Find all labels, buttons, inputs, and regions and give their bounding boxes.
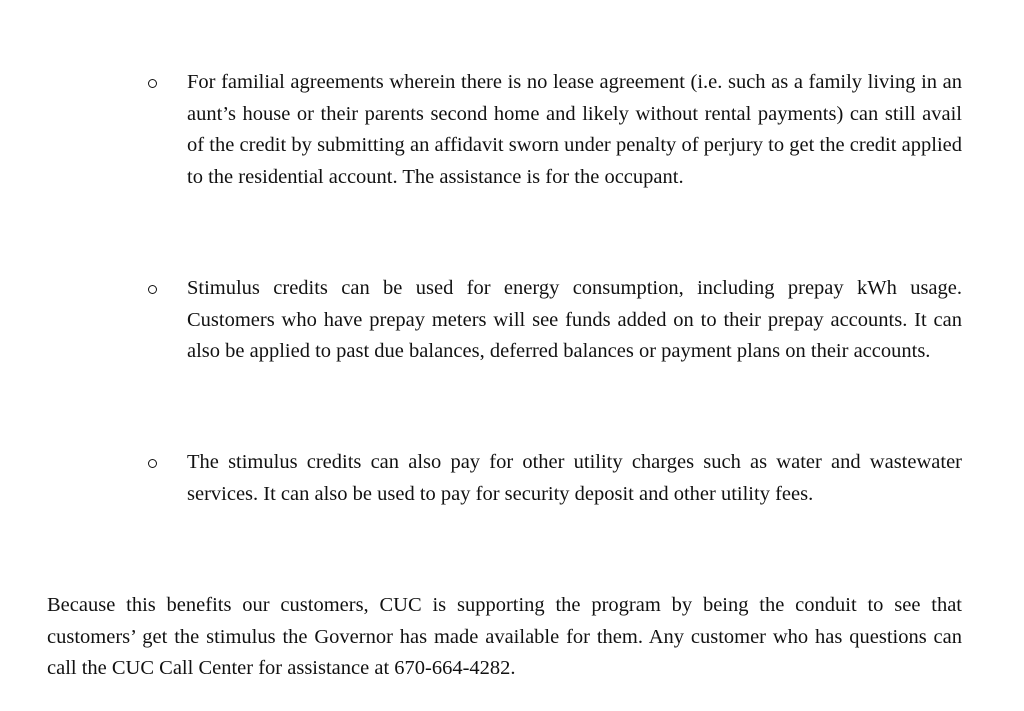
bullet-text: Stimulus credits can be used for energy consumption, including prepay kWh usage. Customers who have prepay meters will see funds added on to their prepay accounts. It can also be applied to past due balances, deferred balances or payment plans on their accounts. <box>187 277 962 362</box>
hollow-circle-bullet-icon <box>148 285 157 294</box>
hollow-circle-bullet-icon <box>148 459 157 468</box>
closing-paragraph: Because this benefits our customers, CUC is supporting the program by being the conduit to see that customers’ get the stimulus the Governor has made available for them. Any customer who has questions can call the CUC Call Center for assistance at 670-664-4282. <box>47 594 962 679</box>
bullet-text: The stimulus credits can also pay for other utility charges such as water and wastewater services. It can also be used to pay for security deposit and other utility fees. <box>187 451 962 505</box>
bullet-text: For familial agreements wherein there is no lease agreement (i.e. such as a family living in an aunt’s house or their parents second home and likely without rental payments) can still avail of the credit by submitting an affidavit sworn under penalty of perjury to get the credit applied to the residential account. The assistance is for the occupant. <box>187 71 962 188</box>
hollow-circle-bullet-icon <box>148 79 157 88</box>
